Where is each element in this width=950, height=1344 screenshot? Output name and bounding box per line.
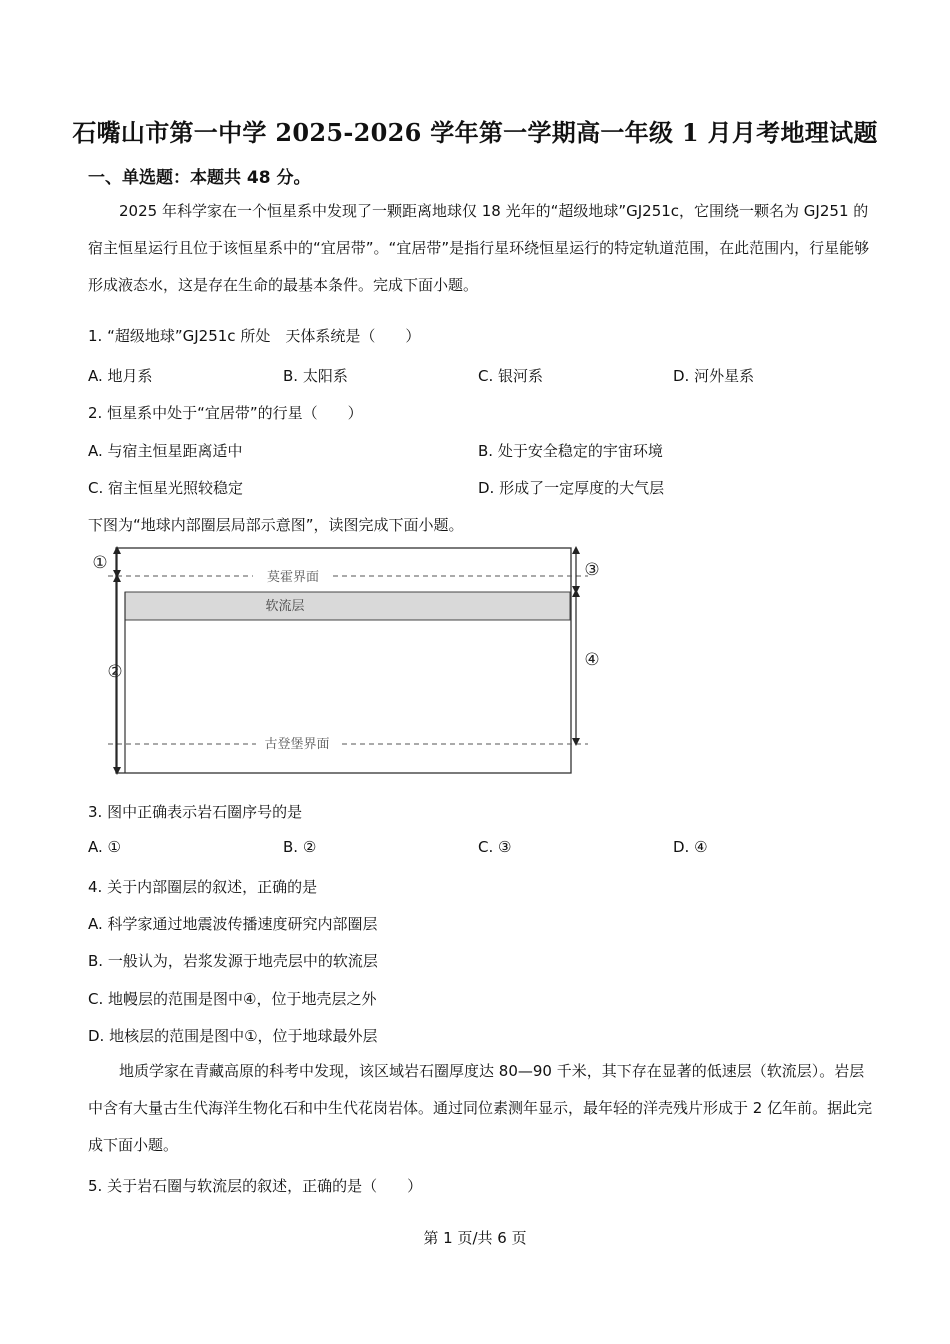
q1-option-c[interactable]: C. 银河系 [478, 367, 544, 385]
question-3-options [88, 838, 868, 856]
q3-option-b[interactable]: B. ② [283, 838, 317, 856]
marker-2: ② [107, 662, 123, 682]
page-footer: 第 1 页/共 6 页 [423, 1229, 527, 1247]
section-heading: 一、单选题：本题共 48 分。 [88, 168, 311, 188]
question-3-stem: 3. 图中正确表示岩石圈序号的是 [88, 803, 303, 821]
moho-label: 莫霍界面 [266, 570, 320, 585]
q4-option-c[interactable]: C. 地幔层的范围是图中④，位于地壳层之外 [88, 990, 377, 1008]
q3-option-a[interactable]: A. ① [88, 838, 121, 856]
q4-option-b[interactable]: B. 一般认为，岩浆发源于地壳层中的软流层 [88, 952, 378, 970]
q2-option-a[interactable]: A. 与宿主恒星距离适中 [88, 442, 243, 460]
q4-option-a[interactable]: A. 科学家通过地震波传播速度研究内部圈层 [88, 915, 378, 933]
diagram-frame [116, 548, 571, 773]
q3-option-d[interactable]: D. ④ [673, 838, 708, 856]
question-2-stem: 2. 恒星系中处于“宜居带”的行星（ ） [88, 404, 363, 422]
passage-2: 地质学家在青藏高原的科考中发现，该区域岩石圈厚度达 80—90 千米，其下存在显著的低速层（软流层）。岩层中含有大量古生代海洋生物化石和中生代花岗岩体。通过同位素测年显示，最年轻的洋壳残片形成于 2 亿年前。据此完成下面小题。 [88, 1062, 873, 1154]
question-1-options [88, 365, 868, 386]
q2-option-b[interactable]: B. 处于安全稳定的宇宙环境 [478, 442, 663, 460]
earth-interior-diagram [88, 540, 618, 785]
question-5-stem: 5. 关于岩石圈与软流层的叙述，正确的是（ ） [88, 1177, 423, 1195]
page-title: 石嘴山市第一中学 2025-2026 学年第一学期高一年级 1 月月考地理试题 [72, 118, 878, 147]
asthenosphere-band [125, 592, 570, 620]
question-4-stem: 4. 关于内部圈层的叙述，正确的是 [88, 878, 318, 896]
q1-option-b[interactable]: B. 太阳系 [283, 367, 348, 385]
asthenosphere-label: 软流层 [265, 599, 305, 614]
q1-option-a[interactable]: A. 地月系 [88, 367, 153, 385]
q2-option-d[interactable]: D. 形成了一定厚度的大气层 [478, 479, 665, 497]
q1-option-d[interactable]: D. 河外星系 [673, 367, 755, 385]
marker-3: ③ [584, 560, 600, 580]
q2-option-c[interactable]: C. 宿主恒星光照较稳定 [88, 479, 244, 497]
question-2-options-row2 [88, 477, 868, 498]
q4-option-d[interactable]: D. 地核层的范围是图中①，位于地球最外层 [88, 1027, 378, 1045]
question-1-stem: 1. “超级地球”GJ251c 所处 天体系统是（ ） [88, 327, 421, 345]
figure-intro: 下图为“地球内部圈层局部示意图”，读图完成下面小题。 [88, 516, 464, 534]
gutenberg-label: 古登堡界面 [264, 737, 330, 752]
marker-4: ④ [584, 650, 600, 670]
question-2-options-row1 [88, 440, 868, 461]
q3-option-c[interactable]: C. ③ [478, 838, 512, 856]
passage-1: 2025 年科学家在一个恒星系中发现了一颗距离地球仅 18 光年的“超级地球”GJ251c，它围绕一颗名为 GJ251 的宿主恒星运行且位于该恒星系中的“宜居带”。“宜居带”是指行星环绕恒星运行的特定轨道范围，在此范围内，行星能够形成液态水，这是存在生命的最基本条件。完成下面小题。 [88, 202, 870, 294]
marker-1: ① [92, 553, 108, 573]
